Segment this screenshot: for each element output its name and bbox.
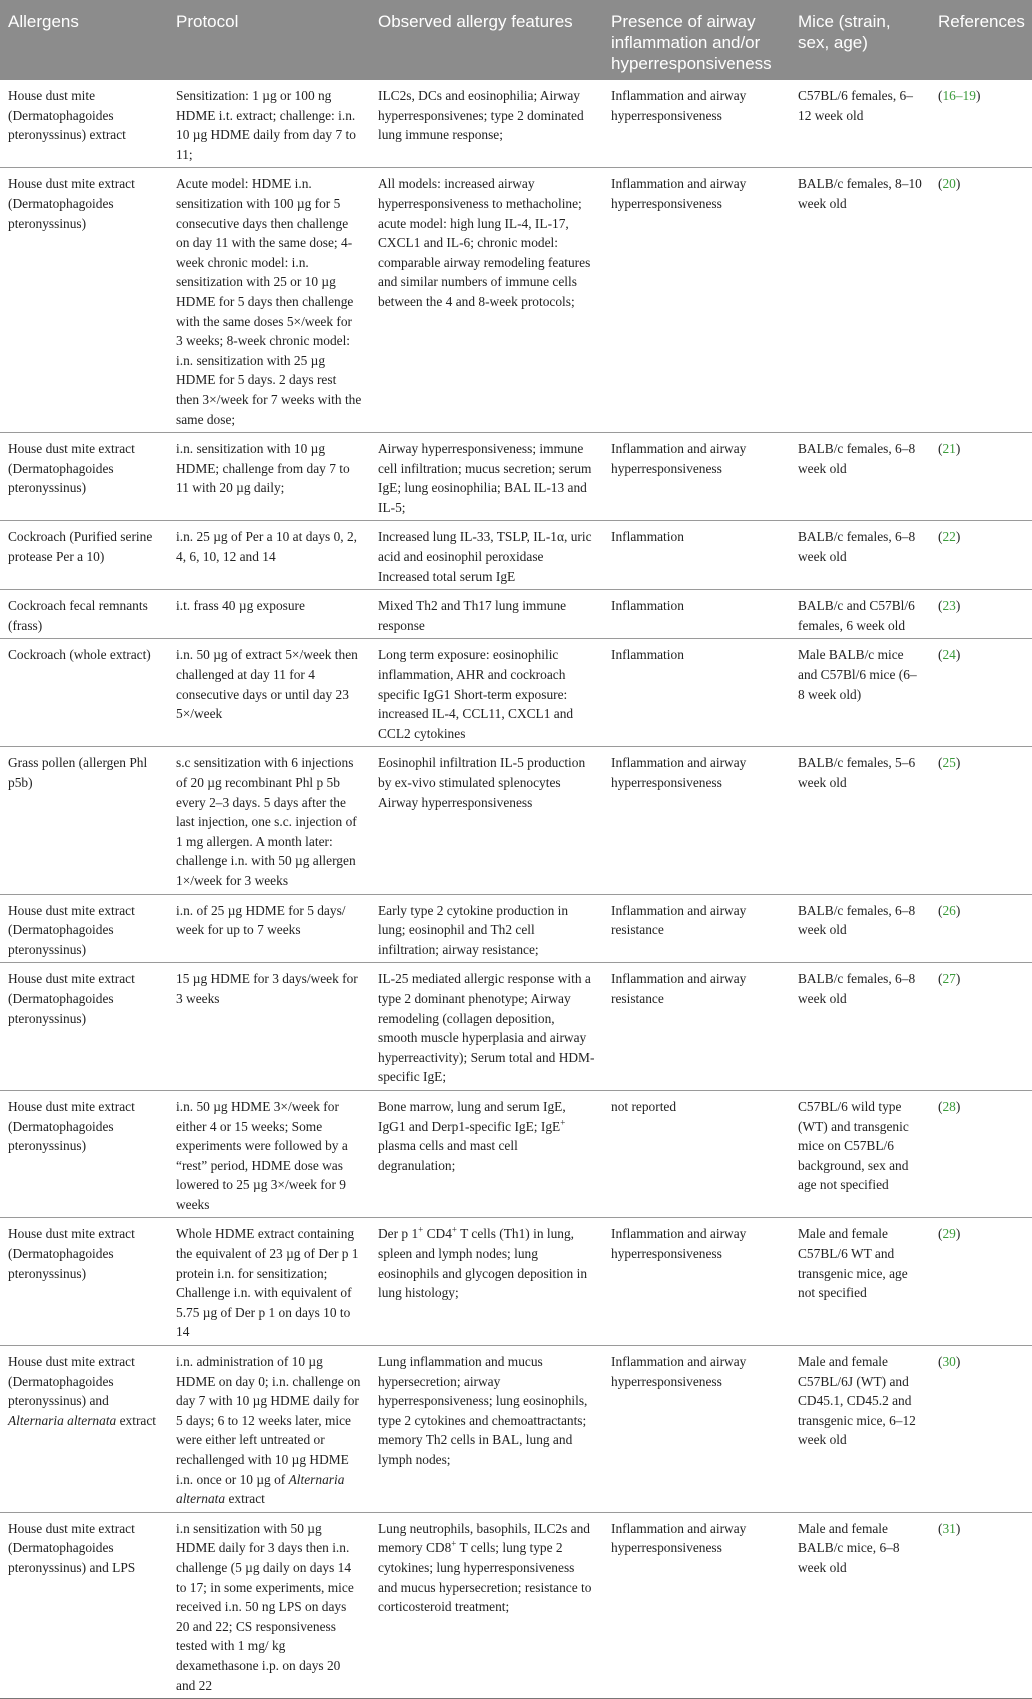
header-row <box>0 0 1032 80</box>
mice-cell: C57BL/6 wild type (WT) and transgenic mice on C57BL/6 background, sex and age not specified <box>790 1090 930 1218</box>
protocol-cell: i.n. sensitization with 10 µg HDME; challenge from day 7 to 11 with 20 µg daily; <box>168 433 370 521</box>
reference-link[interactable]: 16–19 <box>942 88 976 103</box>
reference-cell: (20) <box>930 168 1032 433</box>
inflammation-cell: Inflammation <box>603 639 790 747</box>
protocol-cell: Whole HDME extract containing the equivalent of 23 µg of Der p 1 protein i.n. for sensitization; Challenge i.n. with equivalent of 5.75 µg of Der p 1 on days 10 to 14 <box>168 1218 370 1346</box>
table-row <box>0 639 1032 747</box>
table-row <box>0 1346 1032 1513</box>
protocol-cell: i.n. of 25 µg HDME for 5 days/ week for up to 7 weeks <box>168 894 370 963</box>
inflammation-cell: Inflammation and airway hyperresponsiveness <box>603 433 790 521</box>
allergen-cell: Cockroach fecal remnants (frass) <box>0 590 168 639</box>
table-row <box>0 521 1032 590</box>
features-text: Der p 1 <box>378 1226 419 1242</box>
mice-cell: BALB/c females, 6–8 week old <box>790 894 930 963</box>
inflammation-cell: Inflammation <box>603 521 790 590</box>
reference-link[interactable]: 23 <box>942 598 956 614</box>
reference-link[interactable]: 27 <box>942 971 956 987</box>
mice-cell: Male and female C57BL/6 WT and transgenic mice, age not specified <box>790 1218 930 1346</box>
header-allergens: Allergens <box>0 0 168 80</box>
mice-cell: BALB/c females, 5–6 week old <box>790 747 930 894</box>
reference-link[interactable]: 31 <box>942 1520 956 1536</box>
protocol-cell: i.n. 50 µg HDME 3×/week for either 4 or 15 weeks; Some experiments were followed by a “rest” period, HDME dose was lowered to 25 µg 3×/week for 9 weeks <box>168 1090 370 1218</box>
inflammation-cell: Inflammation <box>603 590 790 639</box>
allergen-cell: House dust mite (Dermatophagoides pteronyssinus) extract <box>0 80 168 168</box>
reference-cell: (29) <box>930 1218 1032 1346</box>
inflammation-cell: Inflammation and airway resistance <box>603 894 790 963</box>
header-protocol: Protocol <box>168 0 370 80</box>
features-cell <box>370 1218 603 1346</box>
allergen-cell <box>0 1346 168 1513</box>
inflammation-cell: Inflammation and airway hyperresponsiveness <box>603 1512 790 1698</box>
features-cell: Long term exposure: eosinophilic inflammation, AHR and cockroach specific IgG1 Short-term exposure: increased IL-4, CCL11, CXCL1 and CCL2 cytokines <box>370 639 603 747</box>
allergen-text: extract <box>116 1412 157 1428</box>
reference-link[interactable]: 24 <box>942 647 956 663</box>
allergen-cell: House dust mite extract (Dermatophagoides pteronyssinus) <box>0 168 168 433</box>
features-text: Lung neutrophils, basophils, ILC2s and memory CD8 <box>378 1520 591 1556</box>
reference-link[interactable]: 30 <box>942 1354 956 1370</box>
table-row <box>0 80 1032 168</box>
table-row <box>0 1090 1032 1218</box>
mice-cell: BALB/c females, 6–8 week old <box>790 963 930 1091</box>
reference-link[interactable]: 25 <box>942 755 956 771</box>
protocol-cell: s.c sensitization with 6 injections of 20 µg recombinant Phl p 5b every 2–3 days. 5 days after the last injection, one s.c. injection of 1 mg allergen. A month later: challenge i.n. with 50 µg allergen 1×/week for 3 weeks <box>168 747 370 894</box>
features-cell: Lung inflammation and mucus hypersecretion; airway hyperresponsiveness; lung eosinophils, type 2 cytokines and chemoattractants; memory Th2 cells in BAL, lung and lymph nodes; <box>370 1346 603 1513</box>
features-cell <box>370 1090 603 1218</box>
features-cell: IL-25 mediated allergic response with a type 2 dominant phenotype; Airway remodeling (collagen deposition, smooth muscle hyperplasia and airway hyperreactivity); Serum total and HDM-specific IgE; <box>370 963 603 1091</box>
table-row <box>0 963 1032 1091</box>
superscript: + <box>451 1538 457 1549</box>
allergen-cell: Cockroach (Purified serine protease Per a 10) <box>0 521 168 590</box>
protocol-cell <box>168 1346 370 1513</box>
reference-cell: (21) <box>930 433 1032 521</box>
reference-link[interactable]: 20 <box>942 176 956 192</box>
reference-cell: (16–19) <box>930 80 1032 168</box>
features-text: Bone marrow, lung and serum IgE, IgG1 and Derp1-specific IgE; IgE <box>378 1098 566 1134</box>
inflammation-cell: Inflammation and airway hyperresponsiveness <box>603 1346 790 1513</box>
mice-cell: BALB/c females, 6–8 week old <box>790 433 930 521</box>
protocol-cell: Sensitization: 1 µg or 100 ng HDME i.t. extract; challenge: i.n. 10 µg HDME daily from day 7 to 11; <box>168 80 370 168</box>
inflammation-cell: Inflammation and airway hyperresponsiveness <box>603 747 790 894</box>
features-cell: Increased lung IL-33, TSLP, IL-1α, uric acid and eosinophil peroxidase Increased total serum IgE <box>370 521 603 590</box>
table-row <box>0 433 1032 521</box>
protocol-cell: i.t. frass 40 µg exposure <box>168 590 370 639</box>
allergen-cell: House dust mite extract (Dermatophagoides pteronyssinus) <box>0 894 168 963</box>
protocol-cell: i.n sensitization with 50 µg HDME daily for 3 days then i.n. challenge (5 µg daily on days 14 to 17; in some experiments, mice received i.n. 50 ng LPS on days 20 and 22; CS responsiveness tested with 1 mg/ kg dexamethasone i.p. on days 20 and 22 <box>168 1512 370 1698</box>
reference-link[interactable]: 22 <box>942 529 956 545</box>
features-cell: Early type 2 cytokine production in lung; eosinophil and Th2 cell infiltration; airway resistance; <box>370 894 603 963</box>
allergen-cell: House dust mite extract (Dermatophagoides pteronyssinus) and LPS <box>0 1512 168 1698</box>
inflammation-cell: Inflammation and airway hyperresponsiveness <box>603 1218 790 1346</box>
allergen-species: Alternaria alternata <box>8 1412 117 1428</box>
reference-cell: (30) <box>930 1346 1032 1513</box>
reference-link[interactable]: 21 <box>942 441 956 457</box>
header-mice: Mice (strain, sex, age) <box>790 0 930 80</box>
inflammation-cell: Inflammation and airway hyperresponsiveness <box>603 80 790 168</box>
reference-cell: (22) <box>930 521 1032 590</box>
mice-cell: Male and female BALB/c mice, 6–8 week old <box>790 1512 930 1698</box>
mice-cell: BALB/c females, 8–10 week old <box>790 168 930 433</box>
reference-link[interactable]: 28 <box>942 1098 956 1114</box>
features-text: CD4 <box>423 1226 452 1242</box>
allergen-cell: House dust mite extract (Dermatophagoides pteronyssinus) <box>0 1218 168 1346</box>
mice-cell: C57BL/6 females, 6–12 week old <box>790 80 930 168</box>
inflammation-cell: not reported <box>603 1090 790 1218</box>
protocol-cell: Acute model: HDME i.n. sensitization with 100 µg for 5 consecutive days then challenge on day 11 with the same dose; 4-week chronic model: i.n. sensitization with 25 or 10 µg HDME for 5 days then challenge with the same doses 5×/week for 3 weeks; 8-week chronic model: i.n. sensitization with 25 µg HDME for 5 days. 2 days rest then 3×/week for 7 weeks with the same dose; <box>168 168 370 433</box>
table-row <box>0 1218 1032 1346</box>
superscript: + <box>560 1117 566 1128</box>
protocol-text: i.n. administration of 10 µg HDME on day 0; i.n. challenge on day 7 with 10 µg HDME daily for 5 days; 6 to 12 weeks later, mice were either left untreated or rechallenged with 10 µg HDME i.n. once or 10 µg of <box>176 1354 361 1487</box>
mice-cell: BALB/c females, 6–8 week old <box>790 521 930 590</box>
reference-cell: (28) <box>930 1090 1032 1218</box>
features-cell: All models: increased airway hyperresponsiveness to methacholine; acute model: high lung IL-4, IL-17, CXCL1 and IL-6; chronic model: comparable airway remodeling features and similar numbers of immune cells between the 4 and 8-week protocols; <box>370 168 603 433</box>
features-cell: Mixed Th2 and Th17 lung immune response <box>370 590 603 639</box>
header-features: Observed allergy features <box>370 0 603 80</box>
features-cell: Eosinophil infiltration IL-5 production by ex-vivo stimulated splenocytes Airway hyperresponsiveness <box>370 747 603 894</box>
reference-cell: (25) <box>930 747 1032 894</box>
reference-cell: (23) <box>930 590 1032 639</box>
mice-cell: Male BALB/c mice and C57Bl/6 mice (6–8 week old) <box>790 639 930 747</box>
reference-cell: (27) <box>930 963 1032 1091</box>
table-row <box>0 168 1032 433</box>
protocol-cell: i.n. 50 µg of extract 5×/week then challenged at day 11 for 4 consecutive days or until day 23 5×/week <box>168 639 370 747</box>
inflammation-cell: Inflammation and airway hyperresponsiveness <box>603 168 790 433</box>
features-cell: Airway hyperresponsiveness; immune cell infiltration; mucus secretion; serum IgE; lung eosinophilia; BAL IL-13 and IL-5; <box>370 433 603 521</box>
protocol-species: Alternaria alternata <box>176 1471 345 1507</box>
reference-cell: (26) <box>930 894 1032 963</box>
reference-cell: (31) <box>930 1512 1032 1698</box>
allergen-cell: Cockroach (whole extract) <box>0 639 168 747</box>
header-inflammation: Presence of airway inflammation and/or hyperresponsiveness <box>603 0 790 80</box>
reference-link[interactable]: 26 <box>942 902 956 918</box>
table-row <box>0 747 1032 894</box>
allergen-text: House dust mite extract (Dermatophagoides pteronyssinus) and <box>8 1354 135 1409</box>
mice-cell: Male and female C57BL/6J (WT) and CD45.1, CD45.2 and transgenic mice, 6–12 week old <box>790 1346 930 1513</box>
mice-cell: BALB/c and C57Bl/6 females, 6 week old <box>790 590 930 639</box>
allergen-cell: Grass pollen (allergen Phl p5b) <box>0 747 168 894</box>
table-row <box>0 590 1032 639</box>
header-references: References <box>930 0 1032 80</box>
features-cell: ILC2s, DCs and eosinophilia; Airway hyperresponsivenes; type 2 dominated lung immune response; <box>370 80 603 168</box>
table-body <box>0 80 1032 1699</box>
allergen-cell: House dust mite extract (Dermatophagoides pteronyssinus) <box>0 1090 168 1218</box>
table-row <box>0 894 1032 963</box>
features-text: T cells (Th1) in lung, spleen and lymph nodes; lung eosinophils and glycogen deposition in lung histology; <box>378 1226 588 1301</box>
protocol-cell: 15 µg HDME for 3 days/week for 3 weeks <box>168 963 370 1091</box>
inflammation-cell: Inflammation and airway resistance <box>603 963 790 1091</box>
table-row <box>0 1512 1032 1698</box>
features-text: plasma cells and mast cell degranulation; <box>378 1138 518 1173</box>
protocol-text: extract <box>225 1491 265 1507</box>
reference-link[interactable]: 29 <box>942 1226 956 1242</box>
features-cell <box>370 1512 603 1698</box>
superscript: + <box>418 1225 424 1235</box>
table-header <box>0 0 1032 80</box>
superscript: + <box>451 1225 457 1235</box>
features-text: T cells; lung type 2 cytokines; lung hyperresponsiveness and mucus hypersecretion; resistance to corticosteroid treatment; <box>378 1540 592 1615</box>
allergen-cell: House dust mite extract (Dermatophagoides pteronyssinus) <box>0 963 168 1091</box>
allergen-cell: House dust mite extract (Dermatophagoides pteronyssinus) <box>0 433 168 521</box>
reference-cell: (24) <box>930 639 1032 747</box>
protocol-cell: i.n. 25 µg of Per a 10 at days 0, 2, 4, 6, 10, 12 and 14 <box>168 521 370 590</box>
